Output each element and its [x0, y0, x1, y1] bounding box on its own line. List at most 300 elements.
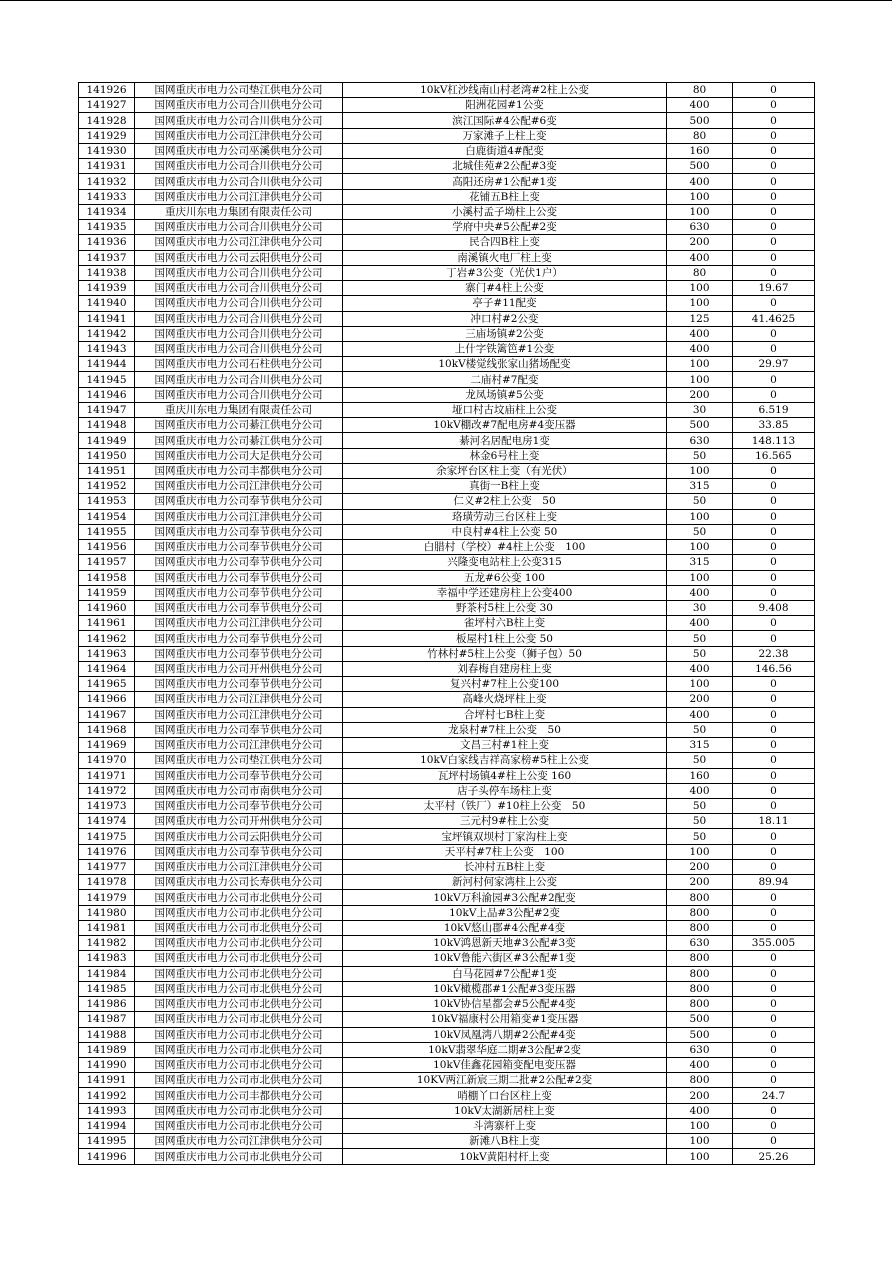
- capacity-cell: 100: [667, 844, 733, 859]
- row-id-cell: 141972: [79, 783, 135, 798]
- transformer-name-cell: 兴隆变电站柱上公变315: [343, 555, 667, 570]
- value-cell: 0: [733, 1012, 815, 1027]
- company-cell: 国网重庆市电力公司奉节供电分公司: [135, 494, 343, 509]
- transformer-name-cell: 白腊村（学校）#4柱上公变 100: [343, 540, 667, 555]
- transformer-name-cell: 天平村#7柱上公变 100: [343, 844, 667, 859]
- row-id-cell: 141954: [79, 509, 135, 524]
- transformer-name-cell: 五龙#6公变 100: [343, 570, 667, 585]
- transformer-name-cell: 小溪村孟子坳柱上公变: [343, 204, 667, 219]
- table-row: [79, 357, 815, 372]
- company-cell: 国网重庆市电力公司合川供电分公司: [135, 98, 343, 113]
- table-row: [79, 524, 815, 539]
- value-cell: 0: [733, 326, 815, 341]
- transformer-name-cell: 店子头停车场柱上变: [343, 783, 667, 798]
- row-id-cell: 141978: [79, 875, 135, 890]
- company-cell: 国网重庆市电力公司奉节供电分公司: [135, 844, 343, 859]
- capacity-cell: 200: [667, 387, 733, 402]
- row-id-cell: 141977: [79, 859, 135, 874]
- row-id-cell: 141987: [79, 1012, 135, 1027]
- transformer-table: [78, 82, 815, 1165]
- row-id-cell: 141988: [79, 1027, 135, 1042]
- transformer-name-cell: 10kV佳鑫花园箱变配电变压器: [343, 1058, 667, 1073]
- value-cell: 0: [733, 524, 815, 539]
- table-row: [79, 159, 815, 174]
- row-id-cell: 141976: [79, 844, 135, 859]
- company-cell: 国网重庆市电力公司市北供电分公司: [135, 1118, 343, 1133]
- table-row: [79, 966, 815, 981]
- table-row: [79, 661, 815, 676]
- company-cell: 国网重庆市电力公司市北供电分公司: [135, 981, 343, 996]
- value-cell: 89.94: [733, 875, 815, 890]
- value-cell: 0: [733, 296, 815, 311]
- row-id-cell: 141947: [79, 402, 135, 417]
- company-cell: 国网重庆市电力公司巫溪供电分公司: [135, 143, 343, 158]
- value-cell: 0: [733, 372, 815, 387]
- row-id-cell: 141983: [79, 951, 135, 966]
- transformer-name-cell: 真街一B柱上变: [343, 479, 667, 494]
- transformer-name-cell: 10kV协信星都会#5公配#4变: [343, 997, 667, 1012]
- value-cell: 0: [733, 1118, 815, 1133]
- capacity-cell: 80: [667, 265, 733, 280]
- capacity-cell: 50: [667, 814, 733, 829]
- row-id-cell: 141967: [79, 707, 135, 722]
- value-cell: 0: [733, 479, 815, 494]
- row-id-cell: 141953: [79, 494, 135, 509]
- value-cell: 6.519: [733, 402, 815, 417]
- table-row: [79, 265, 815, 280]
- value-cell: 0: [733, 692, 815, 707]
- table-row: [79, 814, 815, 829]
- table-row: [79, 570, 815, 585]
- row-id-cell: 141982: [79, 936, 135, 951]
- row-id-cell: 141946: [79, 387, 135, 402]
- transformer-name-cell: 余家坪台区柱上变（有光伏）: [343, 463, 667, 478]
- value-cell: 41.4625: [733, 311, 815, 326]
- table-row: [79, 98, 815, 113]
- company-cell: 国网重庆市电力公司奉节供电分公司: [135, 677, 343, 692]
- row-id-cell: 141939: [79, 281, 135, 296]
- company-cell: 国网重庆市电力公司长寿供电分公司: [135, 875, 343, 890]
- value-cell: 148.113: [733, 433, 815, 448]
- table-row: [79, 235, 815, 250]
- company-cell: 国网重庆市电力公司江津供电分公司: [135, 189, 343, 204]
- transformer-name-cell: 10kV白家线吉祥高家榜#5柱上公变: [343, 753, 667, 768]
- table-row: [79, 83, 815, 98]
- capacity-cell: 400: [667, 783, 733, 798]
- table-row: [79, 128, 815, 143]
- row-id-cell: 141966: [79, 692, 135, 707]
- transformer-name-cell: 幸福中学还建房柱上公变400: [343, 585, 667, 600]
- table-row: [79, 1088, 815, 1103]
- row-id-cell: 141958: [79, 570, 135, 585]
- transformer-name-cell: 丁岩#3公变（光伏1户）: [343, 265, 667, 280]
- value-cell: 0: [733, 1073, 815, 1088]
- company-cell: 国网重庆市电力公司开州供电分公司: [135, 661, 343, 676]
- company-cell: 重庆川东电力集团有限责任公司: [135, 402, 343, 417]
- company-cell: 国网重庆市电力公司江津供电分公司: [135, 479, 343, 494]
- capacity-cell: 50: [667, 524, 733, 539]
- table-row: [79, 631, 815, 646]
- table-row: [79, 920, 815, 935]
- capacity-cell: 100: [667, 677, 733, 692]
- table-row: [79, 311, 815, 326]
- row-id-cell: 141944: [79, 357, 135, 372]
- company-cell: 国网重庆市电力公司奉节供电分公司: [135, 631, 343, 646]
- company-cell: 国网重庆市电力公司市北供电分公司: [135, 905, 343, 920]
- company-cell: 国网重庆市电力公司合川供电分公司: [135, 341, 343, 356]
- company-cell: 国网重庆市电力公司奉节供电分公司: [135, 540, 343, 555]
- company-cell: 国网重庆市电力公司奉节供电分公司: [135, 555, 343, 570]
- company-cell: 国网重庆市电力公司开州供电分公司: [135, 814, 343, 829]
- table-row: [79, 951, 815, 966]
- capacity-cell: 500: [667, 1027, 733, 1042]
- transformer-name-cell: 花铺五B柱上变: [343, 189, 667, 204]
- capacity-cell: 315: [667, 555, 733, 570]
- value-cell: 0: [733, 920, 815, 935]
- capacity-cell: 400: [667, 707, 733, 722]
- transformer-name-cell: 上什字铁篱笆#1公变: [343, 341, 667, 356]
- transformer-name-cell: 10kV橄榄郡#1公配#3变压器: [343, 981, 667, 996]
- value-cell: 0: [733, 1134, 815, 1149]
- table-row: [79, 326, 815, 341]
- value-cell: 0: [733, 966, 815, 981]
- table-row: [79, 189, 815, 204]
- value-cell: 0: [733, 753, 815, 768]
- value-cell: 146.56: [733, 661, 815, 676]
- row-id-cell: 141979: [79, 890, 135, 905]
- value-cell: 0: [733, 1058, 815, 1073]
- company-cell: 国网重庆市电力公司丰都供电分公司: [135, 1088, 343, 1103]
- capacity-cell: 800: [667, 920, 733, 935]
- row-id-cell: 141990: [79, 1058, 135, 1073]
- value-cell: 29.97: [733, 357, 815, 372]
- transformer-name-cell: 新滩八B柱上变: [343, 1134, 667, 1149]
- company-cell: 国网重庆市电力公司市北供电分公司: [135, 997, 343, 1012]
- table-body: [79, 83, 815, 1165]
- table-row: [79, 753, 815, 768]
- company-cell: 国网重庆市电力公司合川供电分公司: [135, 265, 343, 280]
- table-row: [79, 1118, 815, 1133]
- transformer-name-cell: 太平村（铁厂）#10柱上公变 50: [343, 799, 667, 814]
- company-cell: 国网重庆市电力公司江津供电分公司: [135, 692, 343, 707]
- transformer-name-cell: 文昌三村#1柱上变: [343, 738, 667, 753]
- table-row: [79, 585, 815, 600]
- transformer-name-cell: 10kV鲁能六街区#3公配#1变: [343, 951, 667, 966]
- company-cell: 国网重庆市电力公司江津供电分公司: [135, 707, 343, 722]
- capacity-cell: 400: [667, 98, 733, 113]
- row-id-cell: 141984: [79, 966, 135, 981]
- company-cell: 重庆川东电力集团有限责任公司: [135, 204, 343, 219]
- transformer-name-cell: 10kV翡翠华庭二期#3公配#2变: [343, 1042, 667, 1057]
- capacity-cell: 400: [667, 661, 733, 676]
- table-row: [79, 829, 815, 844]
- company-cell: 国网重庆市电力公司合川供电分公司: [135, 296, 343, 311]
- transformer-name-cell: 高峰火烧坪柱上变: [343, 692, 667, 707]
- value-cell: 0: [733, 387, 815, 402]
- top-rule: [0, 0, 892, 1]
- table-row: [79, 1149, 815, 1164]
- company-cell: 国网重庆市电力公司市北供电分公司: [135, 951, 343, 966]
- transformer-name-cell: 林金6号柱上变: [343, 448, 667, 463]
- value-cell: 0: [733, 204, 815, 219]
- table-row: [79, 1042, 815, 1057]
- capacity-cell: 800: [667, 890, 733, 905]
- row-id-cell: 141933: [79, 189, 135, 204]
- table-row: [79, 936, 815, 951]
- capacity-cell: 50: [667, 829, 733, 844]
- capacity-cell: 200: [667, 692, 733, 707]
- row-id-cell: 141995: [79, 1134, 135, 1149]
- company-cell: 国网重庆市电力公司奉节供电分公司: [135, 799, 343, 814]
- value-cell: 0: [733, 1103, 815, 1118]
- table-row: [79, 677, 815, 692]
- company-cell: 国网重庆市电力公司綦江供电分公司: [135, 418, 343, 433]
- value-cell: 0: [733, 616, 815, 631]
- capacity-cell: 100: [667, 570, 733, 585]
- company-cell: 国网重庆市电力公司合川供电分公司: [135, 387, 343, 402]
- capacity-cell: 500: [667, 418, 733, 433]
- transformer-name-cell: 亭子#11配变: [343, 296, 667, 311]
- capacity-cell: 500: [667, 113, 733, 128]
- transformer-name-cell: 10kV棚改#7配电房#4变压器: [343, 418, 667, 433]
- value-cell: 0: [733, 98, 815, 113]
- value-cell: 355.005: [733, 936, 815, 951]
- company-cell: 国网重庆市电力公司石柱供电分公司: [135, 357, 343, 372]
- row-id-cell: 141931: [79, 159, 135, 174]
- company-cell: 国网重庆市电力公司江津供电分公司: [135, 509, 343, 524]
- company-cell: 国网重庆市电力公司合川供电分公司: [135, 113, 343, 128]
- table-row: [79, 220, 815, 235]
- row-id-cell: 141960: [79, 600, 135, 615]
- transformer-name-cell: 合坪村七B柱上变: [343, 707, 667, 722]
- table-row: [79, 738, 815, 753]
- row-id-cell: 141949: [79, 433, 135, 448]
- capacity-cell: 800: [667, 997, 733, 1012]
- transformer-name-cell: 南溪镇火电厂柱上变: [343, 250, 667, 265]
- transformer-name-cell: 冲口村#2公变: [343, 311, 667, 326]
- row-id-cell: 141970: [79, 753, 135, 768]
- capacity-cell: 100: [667, 1149, 733, 1164]
- company-cell: 国网重庆市电力公司江津供电分公司: [135, 235, 343, 250]
- table-row: [79, 1103, 815, 1118]
- capacity-cell: 30: [667, 600, 733, 615]
- table-row: [79, 418, 815, 433]
- table-row: [79, 540, 815, 555]
- row-id-cell: 141985: [79, 981, 135, 996]
- value-cell: 0: [733, 799, 815, 814]
- transformer-name-cell: 10kV黄阳村杆上变: [343, 1149, 667, 1164]
- capacity-cell: 315: [667, 479, 733, 494]
- value-cell: 0: [733, 844, 815, 859]
- table-row: [79, 1012, 815, 1027]
- table-row: [79, 890, 815, 905]
- value-cell: 0: [733, 509, 815, 524]
- company-cell: 国网重庆市电力公司市北供电分公司: [135, 890, 343, 905]
- transformer-name-cell: 板屋村1柱上公变 50: [343, 631, 667, 646]
- row-id-cell: 141951: [79, 463, 135, 478]
- company-cell: 国网重庆市电力公司云阳供电分公司: [135, 250, 343, 265]
- table-row: [79, 1027, 815, 1042]
- capacity-cell: 50: [667, 753, 733, 768]
- row-id-cell: 141932: [79, 174, 135, 189]
- transformer-name-cell: 10kV杠沙线南山村老湾#2柱上公变: [343, 83, 667, 98]
- row-id-cell: 141961: [79, 616, 135, 631]
- transformer-name-cell: 10kV鸿恩新天地#3公配#3变: [343, 936, 667, 951]
- company-cell: 国网重庆市电力公司市北供电分公司: [135, 1042, 343, 1057]
- row-id-cell: 141964: [79, 661, 135, 676]
- transformer-name-cell: 瓦坪村场镇4#柱上公变 160: [343, 768, 667, 783]
- row-id-cell: 141945: [79, 372, 135, 387]
- capacity-cell: 200: [667, 1088, 733, 1103]
- value-cell: 0: [733, 159, 815, 174]
- company-cell: 国网重庆市电力公司江津供电分公司: [135, 859, 343, 874]
- capacity-cell: 630: [667, 936, 733, 951]
- transformer-name-cell: 北城佳苑#2公配#3变: [343, 159, 667, 174]
- value-cell: 0: [733, 128, 815, 143]
- value-cell: 0: [733, 859, 815, 874]
- company-cell: 国网重庆市电力公司奉节供电分公司: [135, 585, 343, 600]
- capacity-cell: 400: [667, 341, 733, 356]
- company-cell: 国网重庆市电力公司市北供电分公司: [135, 1012, 343, 1027]
- capacity-cell: 50: [667, 722, 733, 737]
- transformer-name-cell: 刘春梅自建房柱上变: [343, 661, 667, 676]
- transformer-name-cell: 龙凤场镇#5公变: [343, 387, 667, 402]
- table-row: [79, 707, 815, 722]
- transformer-name-cell: 10kV楼觉线张家山猪场配变: [343, 357, 667, 372]
- capacity-cell: 800: [667, 966, 733, 981]
- company-cell: 国网重庆市电力公司奉节供电分公司: [135, 524, 343, 539]
- capacity-cell: 630: [667, 220, 733, 235]
- row-id-cell: 141928: [79, 113, 135, 128]
- value-cell: 0: [733, 570, 815, 585]
- table-row: [79, 402, 815, 417]
- table-row: [79, 509, 815, 524]
- value-cell: 24.7: [733, 1088, 815, 1103]
- company-cell: 国网重庆市电力公司江津供电分公司: [135, 128, 343, 143]
- capacity-cell: 400: [667, 326, 733, 341]
- transformer-name-cell: 三元村9#柱上公变: [343, 814, 667, 829]
- capacity-cell: 100: [667, 357, 733, 372]
- row-id-cell: 141981: [79, 920, 135, 935]
- transformer-name-cell: 10kV万科渝园#3公配#2配变: [343, 890, 667, 905]
- capacity-cell: 400: [667, 250, 733, 265]
- transformer-name-cell: 珞璜劳动三台区柱上变: [343, 509, 667, 524]
- value-cell: 0: [733, 265, 815, 280]
- company-cell: 国网重庆市电力公司合川供电分公司: [135, 372, 343, 387]
- table-row: [79, 1058, 815, 1073]
- table-row: [79, 875, 815, 890]
- transformer-name-cell: 10KV两江新宸三期二批#2公配#2变: [343, 1073, 667, 1088]
- value-cell: 0: [733, 951, 815, 966]
- value-cell: 0: [733, 905, 815, 920]
- row-id-cell: 141956: [79, 540, 135, 555]
- transformer-name-cell: 綦河名居配电房1变: [343, 433, 667, 448]
- row-id-cell: 141980: [79, 905, 135, 920]
- row-id-cell: 141926: [79, 83, 135, 98]
- table-row: [79, 1073, 815, 1088]
- capacity-cell: 800: [667, 1073, 733, 1088]
- table-row: [79, 296, 815, 311]
- capacity-cell: 100: [667, 1134, 733, 1149]
- transformer-name-cell: 10kV凤凰湾八期#2公配#4变: [343, 1027, 667, 1042]
- transformer-name-cell: 宝坪镇双坝村丁家沟柱上变: [343, 829, 667, 844]
- row-id-cell: 141929: [79, 128, 135, 143]
- table-row: [79, 844, 815, 859]
- value-cell: 0: [733, 189, 815, 204]
- capacity-cell: 400: [667, 1103, 733, 1118]
- capacity-cell: 500: [667, 1012, 733, 1027]
- transformer-name-cell: 滨江国际#4公配#6变: [343, 113, 667, 128]
- row-id-cell: 141968: [79, 722, 135, 737]
- capacity-cell: 630: [667, 1042, 733, 1057]
- table-row: [79, 646, 815, 661]
- company-cell: 国网重庆市电力公司市北供电分公司: [135, 1073, 343, 1088]
- table-row: [79, 722, 815, 737]
- value-cell: 16.565: [733, 448, 815, 463]
- value-cell: 0: [733, 585, 815, 600]
- company-cell: 国网重庆市电力公司市北供电分公司: [135, 1149, 343, 1164]
- value-cell: 0: [733, 143, 815, 158]
- capacity-cell: 100: [667, 372, 733, 387]
- company-cell: 国网重庆市电力公司市北供电分公司: [135, 1027, 343, 1042]
- transformer-name-cell: 学府中央#5公配#2变: [343, 220, 667, 235]
- row-id-cell: 141957: [79, 555, 135, 570]
- table-row: [79, 1134, 815, 1149]
- company-cell: 国网重庆市电力公司合川供电分公司: [135, 281, 343, 296]
- row-id-cell: 141938: [79, 265, 135, 280]
- capacity-cell: 80: [667, 83, 733, 98]
- value-cell: 25.26: [733, 1149, 815, 1164]
- capacity-cell: 50: [667, 799, 733, 814]
- company-cell: 国网重庆市电力公司奉节供电分公司: [135, 646, 343, 661]
- capacity-cell: 400: [667, 1058, 733, 1073]
- row-id-cell: 141934: [79, 204, 135, 219]
- value-cell: 0: [733, 83, 815, 98]
- company-cell: 国网重庆市电力公司合川供电分公司: [135, 159, 343, 174]
- value-cell: 0: [733, 981, 815, 996]
- table-row: [79, 600, 815, 615]
- row-id-cell: 141991: [79, 1073, 135, 1088]
- table-row: [79, 341, 815, 356]
- transformer-name-cell: 复兴村#7柱上公变100: [343, 677, 667, 692]
- company-cell: 国网重庆市电力公司云阳供电分公司: [135, 829, 343, 844]
- capacity-cell: 50: [667, 494, 733, 509]
- company-cell: 国网重庆市电力公司奉节供电分公司: [135, 570, 343, 585]
- capacity-cell: 200: [667, 859, 733, 874]
- value-cell: 0: [733, 235, 815, 250]
- capacity-cell: 200: [667, 235, 733, 250]
- capacity-cell: 400: [667, 174, 733, 189]
- capacity-cell: 800: [667, 905, 733, 920]
- company-cell: 国网重庆市电力公司江津供电分公司: [135, 1134, 343, 1149]
- company-cell: 国网重庆市电力公司奉节供电分公司: [135, 722, 343, 737]
- capacity-cell: 630: [667, 433, 733, 448]
- value-cell: 0: [733, 768, 815, 783]
- company-cell: 国网重庆市电力公司奉节供电分公司: [135, 600, 343, 615]
- row-id-cell: 141974: [79, 814, 135, 829]
- table-row: [79, 387, 815, 402]
- company-cell: 国网重庆市电力公司大足供电分公司: [135, 448, 343, 463]
- table-row: [79, 204, 815, 219]
- company-cell: 国网重庆市电力公司江津供电分公司: [135, 616, 343, 631]
- transformer-name-cell: 仁义#2柱上公变 50: [343, 494, 667, 509]
- transformer-name-cell: 三庙场镇#2公变: [343, 326, 667, 341]
- value-cell: 0: [733, 174, 815, 189]
- value-cell: 22.38: [733, 646, 815, 661]
- table-row: [79, 433, 815, 448]
- row-id-cell: 141996: [79, 1149, 135, 1164]
- value-cell: 0: [733, 540, 815, 555]
